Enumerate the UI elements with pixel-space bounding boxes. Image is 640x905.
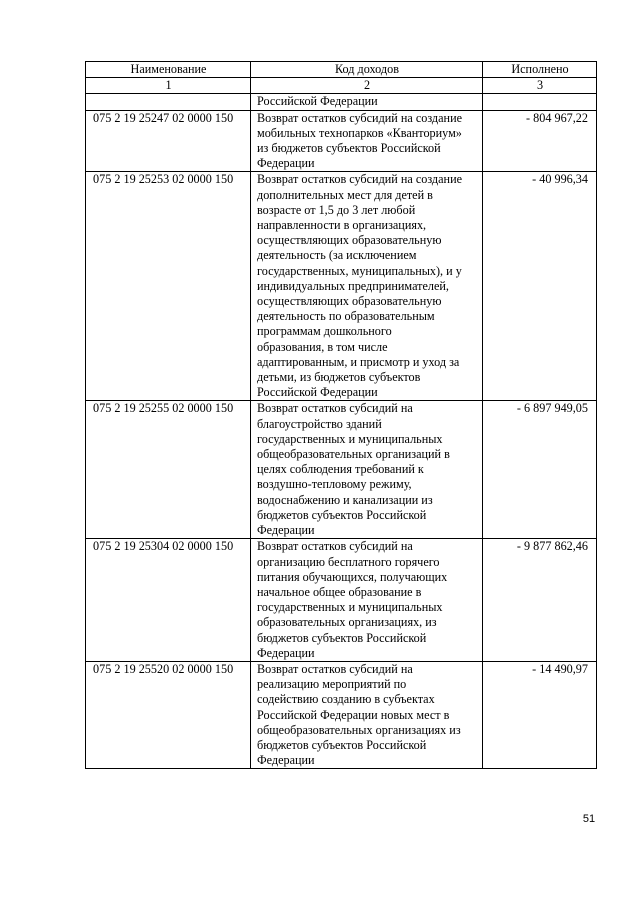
table-row <box>86 110 597 172</box>
row-amount: - 6 897 949,05 <box>483 401 597 539</box>
row-code: 075 2 19 25247 02 0000 150 <box>86 110 251 172</box>
table-row <box>86 539 597 662</box>
column-number-row <box>86 78 597 94</box>
table-row <box>86 401 597 539</box>
revenue-table <box>85 61 597 769</box>
column-number-1: 1 <box>86 78 251 94</box>
row-code: 075 2 19 25304 02 0000 150 <box>86 539 251 662</box>
table-row <box>86 94 597 110</box>
header-revenue-code: Код доходов <box>251 62 483 78</box>
row-code: 075 2 19 25520 02 0000 150 <box>86 661 251 768</box>
row-name: Возврат остатков субсидий на создание мобильных технопарков «Кванториум» из бюджетов субъектов Российской Федерации <box>251 110 483 172</box>
row-name: Возврат остатков субсидий на благоустройство зданий государственных и муниципальных общеобразовательных организаций в целях соблюдения требований к воздушно-тепловому режиму, водоснабжению и канализации из бюджетов субъектов Российской Федерации <box>251 401 483 539</box>
row-name: Возврат остатков субсидий на реализацию мероприятий по содействию созданию в субъектах Российской Федерации новых мест в общеобразовательных организациях из бюджетов субъектов Российской Федерации <box>251 661 483 768</box>
row-amount <box>483 94 597 110</box>
row-name: Возврат остатков субсидий на организацию бесплатного горячего питания обучающихся, получающих начальное общее образование в государственных и муниципальных образовательных организациях, из бюджетов субъектов Российской Федерации <box>251 539 483 662</box>
row-amount: - 40 996,34 <box>483 172 597 401</box>
row-code <box>86 94 251 110</box>
row-amount: - 804 967,22 <box>483 110 597 172</box>
table-header <box>86 62 597 94</box>
column-number-3: 3 <box>483 78 597 94</box>
row-name: Возврат остатков субсидий на создание дополнительных мест для детей в возрасте от 1,5 до 3 лет любой направленности в организациях, осуществляющих образовательную деятельность (за исключением государственных, муниципальных), и у индивидуальных предпринимателей, осуществляющих образовательную деятельность по образовательным программам дошкольного образования, в том числе адаптированным, и присмотр и уход за детьми, из бюджетов субъектов Российской Федерации <box>251 172 483 401</box>
row-amount: - 9 877 862,46 <box>483 539 597 662</box>
table-body <box>86 94 597 769</box>
page-number: 51 <box>582 813 596 825</box>
table-row <box>86 172 597 401</box>
row-name: Российской Федерации <box>251 94 483 110</box>
header-row <box>86 62 597 78</box>
header-executed: Исполнено <box>483 62 597 78</box>
table-row <box>86 661 597 768</box>
column-number-2: 2 <box>251 78 483 94</box>
header-name: Наименование <box>86 62 251 78</box>
row-code: 075 2 19 25255 02 0000 150 <box>86 401 251 539</box>
row-code: 075 2 19 25253 02 0000 150 <box>86 172 251 401</box>
row-amount: - 14 490,97 <box>483 661 597 768</box>
